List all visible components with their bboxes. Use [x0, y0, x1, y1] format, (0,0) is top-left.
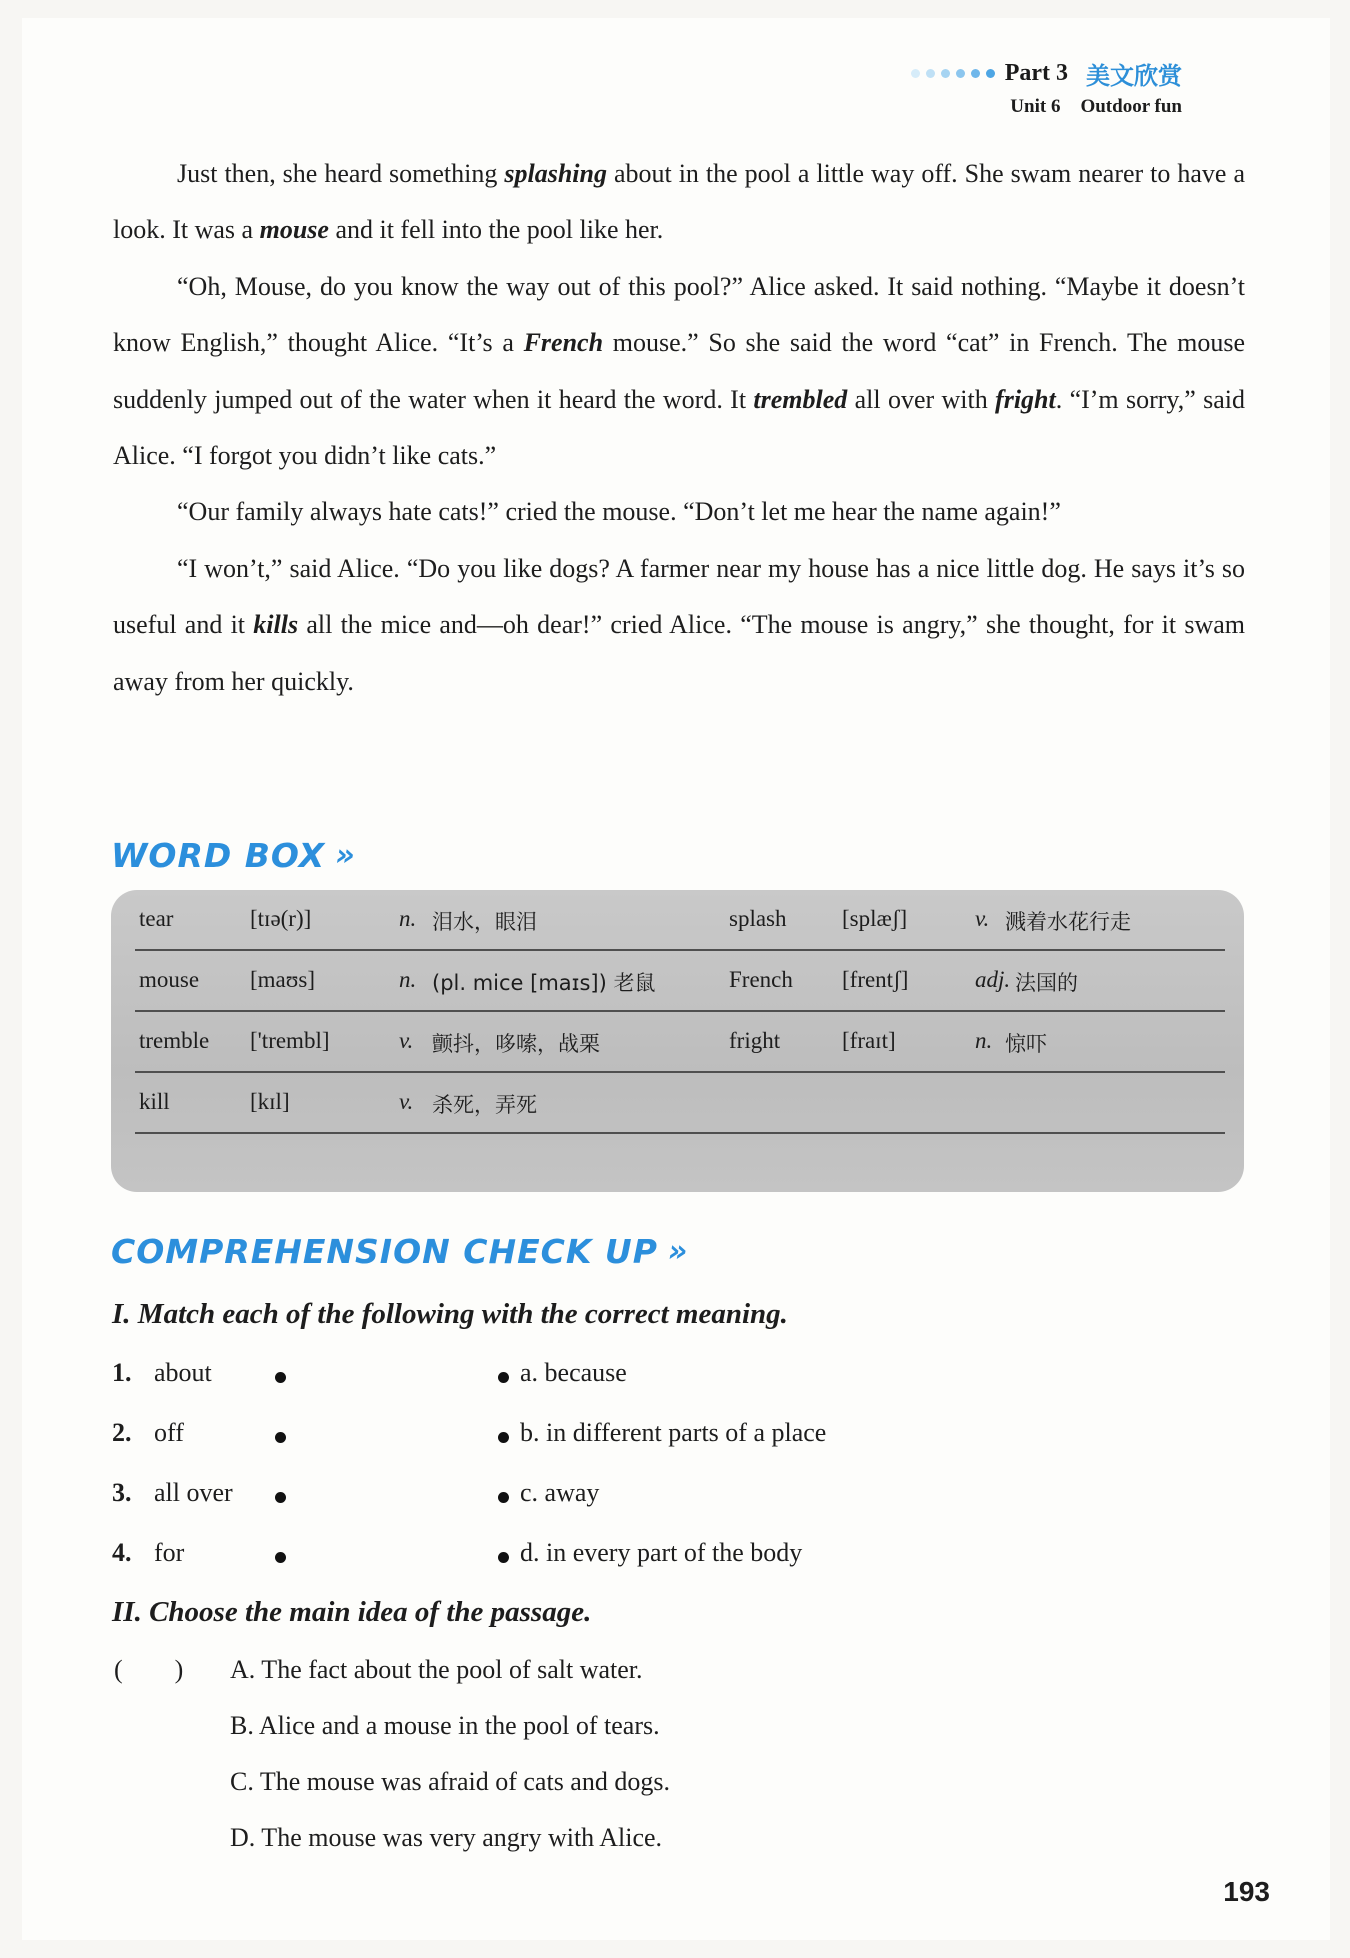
match-dot-left[interactable]: [275, 1372, 286, 1383]
dot: [986, 69, 995, 78]
keyword: splashing: [504, 159, 607, 188]
keyword: trembled: [753, 384, 848, 414]
double-chevron-icon: »: [667, 1234, 689, 1269]
exercise-2-title: II. Choose the main idea of the passage.: [112, 1596, 592, 1628]
unit-line: [1010, 96, 1182, 118]
comprehension-heading: COMPREHENSION CHECK UP »: [111, 1232, 689, 1271]
match-dot-left[interactable]: [275, 1432, 286, 1443]
reading-passage: [113, 146, 1245, 710]
word-row: tear [tɪə(r)] n. 泪水，眼泪 splash [splæʃ] v. 溅着水花行走: [135, 890, 1225, 951]
dot: [911, 69, 920, 78]
option-a: A. The fact about the pool of salt water.: [230, 1655, 643, 1684]
dot: [941, 69, 950, 78]
paragraph-4: “I won’t,” said Alice. “Do you like dogs? A farmer near my house has a nice little dog. He says it’s so useful and it kills all the mice and—oh dear!” cried Alice. “The mouse is angry,” she thought, for it swam away from her quickly.: [113, 553, 1245, 696]
word-row: mouse [maʊs] n. (pl. mice [maɪs]) 老鼠 French [frentʃ] adj. 法国的: [135, 951, 1225, 1012]
option-d: D. The mouse was very angry with Alice.: [230, 1823, 663, 1852]
option-c: C. The mouse was afraid of cats and dogs.: [230, 1767, 670, 1796]
dot: [971, 69, 980, 78]
match-dot-right[interactable]: [498, 1552, 509, 1563]
paragraph-3: “Our family always hate cats!” cried the mouse. “Don’t let me hear the name again!”: [177, 497, 1061, 527]
match-dot-left[interactable]: [275, 1492, 286, 1503]
part-label: Part 3: [1004, 60, 1068, 86]
option-b: B. Alice and a mouse in the pool of tears.: [230, 1711, 660, 1740]
keyword: fright: [995, 384, 1056, 414]
match-dot-right[interactable]: [498, 1372, 509, 1383]
word-box-heading: WORD BOX »: [111, 836, 356, 875]
match-dot-right[interactable]: [498, 1432, 509, 1443]
exercise-1-title: I. Match each of the following with the correct meaning.: [112, 1298, 788, 1330]
word-row: kill [kɪl] v. 杀死，弄死: [135, 1073, 1225, 1134]
dot: [956, 69, 965, 78]
running-header: [911, 56, 1182, 91]
paragraph-1: Just then, she heard something splashing about in the pool a little way off. She swam nearer to have a look. It was a mouse and it fell into the pool like her.: [113, 159, 1245, 245]
answer-bracket[interactable]: ( ): [114, 1655, 184, 1684]
match-dot-right[interactable]: [498, 1492, 509, 1503]
match-dot-left[interactable]: [275, 1552, 286, 1563]
section-title-cn: 美文欣赏: [1086, 62, 1182, 90]
unit-label: Unit 6: [1010, 96, 1061, 117]
match-row: 4. for d. in every part of the body: [112, 1538, 803, 1567]
word-row: tremble ['trembl] v. 颤抖，哆嗦，战栗 fright [fraɪt] n. 惊吓: [135, 1012, 1225, 1073]
match-row: 2. off b. in different parts of a place: [112, 1418, 827, 1447]
keyword: mouse: [259, 215, 329, 245]
keyword: French: [523, 328, 604, 358]
paragraph-2: “Oh, Mouse, do you know the way out of this pool?” Alice asked. It said nothing. “Maybe it doesn’t know English,” thought Alice. “It’s a French mouse.” So she said the word “cat” in French. The mouse suddenly jumped out of the water when it heard the word. It trembled all over with fright. “I’m sorry,” said Alice. “I forgot you didn’t like cats.”: [113, 271, 1245, 471]
match-row: 1. about a. because: [112, 1358, 627, 1387]
header-dots: [911, 69, 995, 78]
keyword: kills: [253, 610, 299, 640]
dot: [926, 69, 935, 78]
word-box: [111, 890, 1244, 1192]
page-number: 193: [1223, 1876, 1270, 1907]
match-row: 3. all over c. away: [112, 1478, 600, 1507]
unit-title: Outdoor fun: [1080, 96, 1182, 117]
double-chevron-icon: »: [335, 838, 356, 873]
